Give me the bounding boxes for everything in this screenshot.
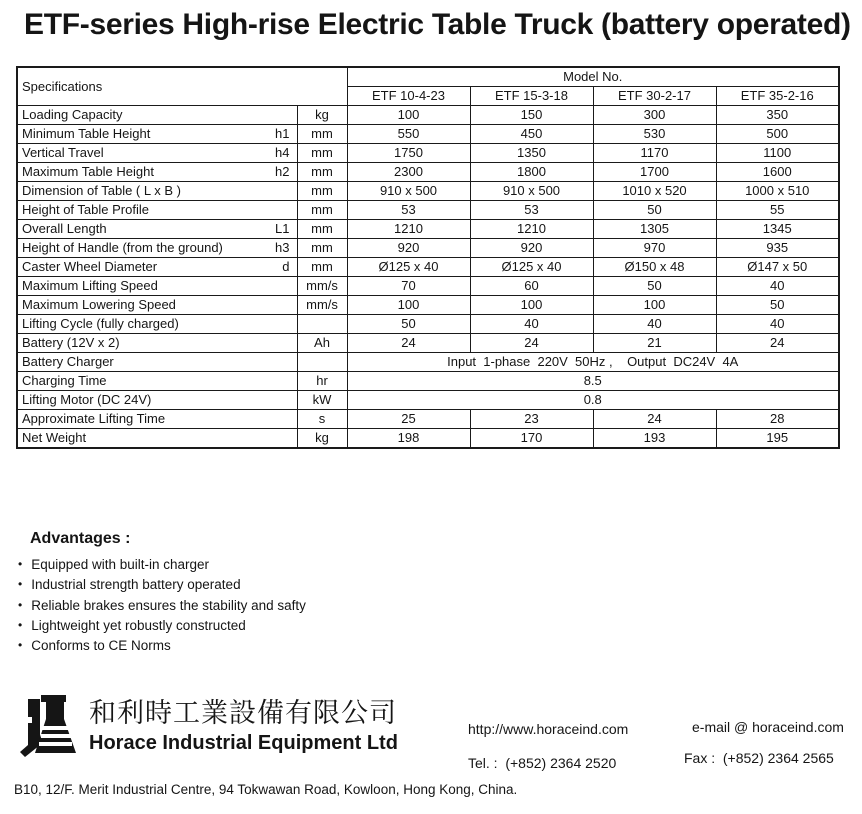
spec-label: Overall Length — [22, 221, 107, 236]
spec-value-cell: 50 — [347, 315, 470, 334]
spec-label-cell — [17, 372, 297, 391]
company-name-english: Horace Industrial Equipment Ltd — [89, 732, 398, 754]
spec-row — [17, 334, 839, 353]
spec-unit-cell — [297, 315, 347, 334]
company-logo-block — [20, 695, 398, 761]
spec-value-cell: 935 — [716, 239, 839, 258]
spec-value-cell: 1000 x 510 — [716, 182, 839, 201]
spec-unit-cell: mm/s — [297, 296, 347, 315]
spec-value-cell: 24 — [347, 334, 470, 353]
spec-label: Lifting Motor (DC 24V) — [22, 392, 152, 407]
spec-label-cell — [17, 144, 297, 163]
advantages-list — [18, 555, 306, 656]
spec-row — [17, 315, 839, 334]
spec-unit-cell: Ah — [297, 334, 347, 353]
spec-value-cell: 1600 — [716, 163, 839, 182]
spec-value-cell: 920 — [470, 239, 593, 258]
spec-symbol: h1 — [275, 126, 290, 141]
spec-label-cell — [17, 334, 297, 353]
spec-row — [17, 277, 839, 296]
advantage-item: • Conforms to CE Norms — [18, 636, 306, 656]
website-url: http://www.horaceind.com — [468, 721, 629, 737]
spec-symbol: h3 — [275, 240, 290, 255]
spec-symbol: h2 — [275, 164, 290, 179]
spec-value-cell: 970 — [593, 239, 716, 258]
spec-unit-cell: mm — [297, 239, 347, 258]
spec-label-cell — [17, 315, 297, 334]
spec-label: Battery Charger — [22, 354, 114, 369]
spec-value-cell: 21 — [593, 334, 716, 353]
spec-row — [17, 163, 839, 182]
spec-label: Lifting Cycle (fully charged) — [22, 316, 179, 331]
spec-value-cell: Ø125 x 40 — [347, 258, 470, 277]
spec-symbol: h4 — [275, 145, 290, 160]
spec-value-cell: 1700 — [593, 163, 716, 182]
advantages-heading: Advantages : — [30, 530, 131, 547]
spec-label-cell — [17, 201, 297, 220]
spec-label: Dimension of Table ( L x B ) — [22, 183, 181, 198]
spec-label: Battery (12V x 2) — [22, 335, 120, 350]
spec-label: Charging Time — [22, 373, 107, 388]
spec-label: Maximum Lifting Speed — [22, 278, 158, 293]
spec-row — [17, 258, 839, 277]
spec-label-cell — [17, 410, 297, 429]
spec-label: Maximum Table Height — [22, 164, 154, 179]
spec-label: Net Weight — [22, 430, 87, 445]
company-name-chinese: 和利時工業設備有限公司 — [89, 698, 397, 728]
spec-value-cell: 195 — [716, 429, 839, 449]
specifications-header: Specifications — [17, 67, 347, 106]
model-name: ETF 35-2-16 — [716, 87, 839, 106]
spec-unit-cell: kg — [297, 429, 347, 449]
model-name: ETF 10-4-23 — [347, 87, 470, 106]
spec-label: Minimum Table Height — [22, 126, 151, 141]
spec-label: Height of Table Profile — [22, 202, 149, 217]
spec-span-value-cell: 8.5 — [347, 372, 839, 391]
company-address: B10, 12/F. Merit Industrial Centre, 94 Tokwawan Road, Kowloon, Hong Kong, China. — [14, 782, 518, 797]
spec-value-cell: 1210 — [347, 220, 470, 239]
spec-unit-cell: mm — [297, 201, 347, 220]
spec-value-cell: 1305 — [593, 220, 716, 239]
spec-value-cell: 100 — [347, 296, 470, 315]
spec-value-cell: 24 — [593, 410, 716, 429]
spec-row — [17, 201, 839, 220]
advantage-item: • Reliable brakes ensures the stability and safty — [18, 596, 306, 616]
spec-label: Caster Wheel Diameter — [22, 259, 158, 274]
spec-value-cell: 24 — [470, 334, 593, 353]
spec-label-cell — [17, 277, 297, 296]
spec-value-cell: Ø147 x 50 — [716, 258, 839, 277]
spec-unit-cell — [297, 353, 347, 372]
spec-table-head — [17, 67, 839, 106]
advantage-item: • Lightweight yet robustly constructed — [18, 616, 306, 636]
spec-value-cell: 198 — [347, 429, 470, 449]
spec-row — [17, 296, 839, 315]
spec-value-cell: 920 — [347, 239, 470, 258]
spec-label: Height of Handle (from the ground) — [22, 240, 223, 255]
spec-value-cell: 55 — [716, 201, 839, 220]
spec-table-body — [17, 106, 839, 449]
spec-unit-cell: mm — [297, 258, 347, 277]
spec-label-cell — [17, 353, 297, 372]
spec-value-cell: 24 — [716, 334, 839, 353]
spec-value-cell: 1750 — [347, 144, 470, 163]
spec-value-cell: 50 — [593, 201, 716, 220]
spec-value-cell: 40 — [716, 315, 839, 334]
spec-value-cell: 100 — [593, 296, 716, 315]
spec-label-cell — [17, 163, 297, 182]
spec-value-cell: 40 — [470, 315, 593, 334]
spec-label-cell — [17, 125, 297, 144]
spec-label-cell — [17, 220, 297, 239]
spec-value-cell: 550 — [347, 125, 470, 144]
spec-value-cell: 1100 — [716, 144, 839, 163]
spec-value-cell: 53 — [470, 201, 593, 220]
spec-unit-cell: mm — [297, 220, 347, 239]
spec-value-cell: 2300 — [347, 163, 470, 182]
spec-value-cell: 170 — [470, 429, 593, 449]
spec-unit-cell: mm — [297, 163, 347, 182]
spec-label: Loading Capacity — [22, 107, 123, 122]
spec-value-cell: 60 — [470, 277, 593, 296]
spec-label: Maximum Lowering Speed — [22, 297, 176, 312]
spec-unit-cell: s — [297, 410, 347, 429]
spec-span-value-cell: 0.8 — [347, 391, 839, 410]
spec-unit-cell: kW — [297, 391, 347, 410]
spec-value-cell: 100 — [470, 296, 593, 315]
spec-row — [17, 410, 839, 429]
spec-value-cell: 50 — [593, 277, 716, 296]
spec-value-cell: 70 — [347, 277, 470, 296]
spec-value-cell: 910 x 500 — [347, 182, 470, 201]
spec-value-cell: 300 — [593, 106, 716, 125]
spec-value-cell: 28 — [716, 410, 839, 429]
spec-value-cell: 100 — [347, 106, 470, 125]
spec-row — [17, 220, 839, 239]
spec-row — [17, 144, 839, 163]
advantage-item: • Industrial strength battery operated — [18, 575, 306, 595]
spec-label-cell — [17, 296, 297, 315]
spec-value-cell: 350 — [716, 106, 839, 125]
fax-number: Fax : (+852) 2364 2565 — [684, 750, 834, 766]
spec-value-cell: 530 — [593, 125, 716, 144]
spec-span-value-cell: Input 1-phase 220V 50Hz , Output DC24V 4A — [347, 353, 839, 372]
spec-value-cell: 53 — [347, 201, 470, 220]
spec-value-cell: 910 x 500 — [470, 182, 593, 201]
spec-value-cell: 1350 — [470, 144, 593, 163]
spec-symbol: d — [282, 259, 290, 274]
spec-label-cell — [17, 239, 297, 258]
spec-value-cell: 40 — [716, 277, 839, 296]
spec-value-cell: Ø125 x 40 — [470, 258, 593, 277]
spec-label-cell — [17, 258, 297, 277]
model-no-header: Model No. — [347, 67, 839, 87]
spec-value-cell: 450 — [470, 125, 593, 144]
spec-value-cell: 150 — [470, 106, 593, 125]
spec-row — [17, 391, 839, 410]
telephone-number: Tel. : (+852) 2364 2520 — [468, 755, 617, 771]
spec-value-cell: 193 — [593, 429, 716, 449]
model-name: ETF 15-3-18 — [470, 87, 593, 106]
spec-label: Approximate Lifting Time — [22, 411, 166, 426]
spec-table — [16, 66, 840, 449]
spec-row — [17, 353, 839, 372]
lift-truck-logo-icon — [20, 695, 82, 761]
spec-label-cell — [17, 182, 297, 201]
spec-unit-cell: mm — [297, 144, 347, 163]
spec-label: Vertical Travel — [22, 145, 104, 160]
spec-unit-cell: mm — [297, 182, 347, 201]
spec-value-cell: 1010 x 520 — [593, 182, 716, 201]
company-names — [89, 695, 398, 755]
spec-value-cell: 25 — [347, 410, 470, 429]
spec-row — [17, 125, 839, 144]
spec-unit-cell: kg — [297, 106, 347, 125]
spec-value-cell: Ø150 x 48 — [593, 258, 716, 277]
spec-unit-cell: mm/s — [297, 277, 347, 296]
spec-label-cell — [17, 106, 297, 125]
spec-label-cell — [17, 391, 297, 410]
spec-value-cell: 1170 — [593, 144, 716, 163]
spec-value-cell: 1345 — [716, 220, 839, 239]
spec-unit-cell: hr — [297, 372, 347, 391]
spec-label-cell — [17, 429, 297, 449]
model-header-row — [17, 67, 839, 87]
spec-row — [17, 372, 839, 391]
spec-value-cell: 1210 — [470, 220, 593, 239]
spec-value-cell: 1800 — [470, 163, 593, 182]
spec-row — [17, 239, 839, 258]
spec-row — [17, 429, 839, 449]
advantages-section — [18, 530, 306, 656]
spec-row — [17, 106, 839, 125]
model-name: ETF 30-2-17 — [593, 87, 716, 106]
spec-value-cell: 50 — [716, 296, 839, 315]
email-text: e-mail @ horaceind.com — [692, 719, 844, 735]
spec-value-cell: 500 — [716, 125, 839, 144]
spec-row — [17, 182, 839, 201]
spec-value-cell: 40 — [593, 315, 716, 334]
page-title: ETF-series High-rise Electric Table Truck (battery operated) — [24, 8, 851, 41]
advantage-item: • Equipped with built-in charger — [18, 555, 306, 575]
spec-symbol: L1 — [275, 221, 290, 236]
spec-value-cell: 23 — [470, 410, 593, 429]
spec-unit-cell: mm — [297, 125, 347, 144]
